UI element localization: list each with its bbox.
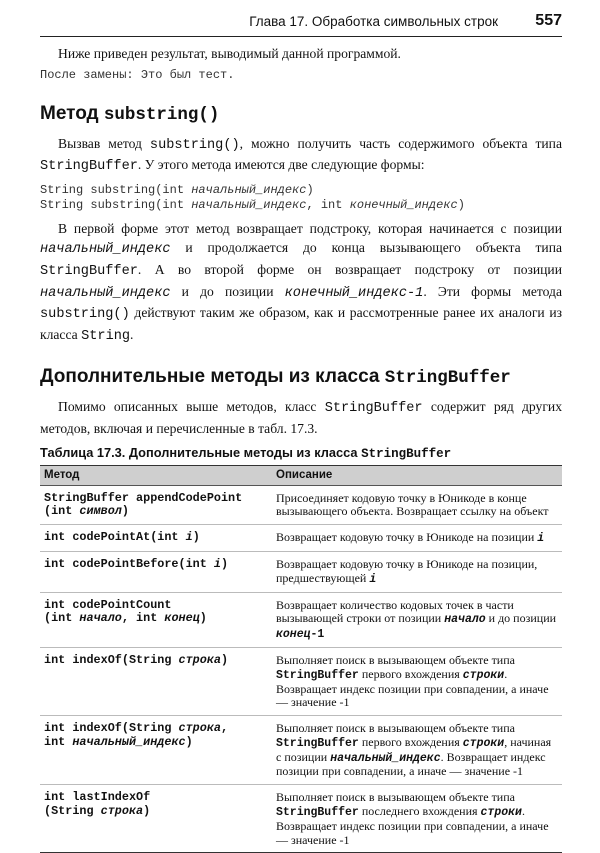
table-row <box>40 551 562 592</box>
method-cell <box>40 785 272 853</box>
heading-text: Метод <box>40 102 104 124</box>
code-param: начальный_индекс <box>191 182 307 197</box>
code-line-2 <box>40 198 562 213</box>
desc-part: , начиная с позиции <box>276 734 552 764</box>
desc-part: Выполняет поиск в вызывающем объекте типа <box>276 721 515 736</box>
method-cell <box>40 485 272 525</box>
code-param: начальный_индекс <box>191 197 307 212</box>
code-span: начальный_индекс <box>40 242 171 258</box>
method-part: ) <box>143 804 151 819</box>
method-param: символ <box>79 504 122 519</box>
column-header-description: Описание <box>272 465 562 485</box>
method-param: строка <box>178 652 221 667</box>
desc-param: начало <box>444 613 486 627</box>
substring-paragraph-1 <box>40 134 562 177</box>
description-cell <box>272 551 562 592</box>
code-part: ) <box>457 197 465 212</box>
text-span: . А во второй форме он возвращает подстроку от позиции <box>137 261 562 277</box>
method-cell <box>40 592 272 647</box>
text-span: Вызвав метод <box>58 135 150 151</box>
text-span: , можно получить часть содержимого объекта типа <box>239 135 562 151</box>
method-part: int codePointAt(int <box>44 530 186 545</box>
desc-part: . Возвращает индекс позиции при совпадении, а иначе — значение -1 <box>276 804 549 847</box>
desc-code: StringBuffer <box>276 806 359 820</box>
method-part: int codePointBefore(int <box>44 556 214 571</box>
table-header-row <box>40 465 562 485</box>
method-param: конец <box>164 611 200 626</box>
heading-code: substring() <box>103 104 220 125</box>
code-part: String substring(int <box>40 197 192 212</box>
desc-param: i <box>537 532 545 546</box>
desc-code: StringBuffer <box>276 668 359 682</box>
section-heading-additional-methods <box>40 364 562 391</box>
description-cell <box>272 785 562 853</box>
page-content <box>40 44 562 853</box>
heading-code: StringBuffer <box>384 368 511 389</box>
method-cell <box>40 716 272 785</box>
desc-param: i <box>369 572 377 586</box>
substring-paragraph-2 <box>40 219 562 347</box>
method-param: начальный_индекс <box>72 734 186 749</box>
code-span: substring() <box>149 137 240 153</box>
table-row <box>40 716 562 785</box>
code-span: String <box>81 328 131 344</box>
table-caption <box>40 445 562 461</box>
method-cell <box>40 551 272 592</box>
page-number: 557 <box>535 12 562 29</box>
method-part: int indexOf(String <box>44 652 179 667</box>
desc-part: Присоединяет кодовую точку в Юникоде в конце вызывающего объекта. Возвращает ссылку на объект <box>276 490 549 519</box>
program-output: После замены: Это был тест. <box>40 67 235 82</box>
text-span: . У этого метода имеются две следующие формы: <box>137 157 425 173</box>
text-span: . <box>130 326 134 342</box>
code-span: StringBuffer <box>40 263 138 279</box>
desc-part: . Возвращает индекс позиции при совпадении, а иначе — значение -1 <box>276 666 549 710</box>
desc-part: первого вхождения <box>358 666 463 681</box>
page-header <box>40 12 562 37</box>
desc-part: Выполняет поиск в вызывающем объекте типа <box>276 652 515 667</box>
description-cell <box>272 592 562 647</box>
table-row <box>40 647 562 715</box>
desc-part: . Возвращает индекс позиции при совпадении, а иначе — значение -1 <box>276 749 546 779</box>
desc-part: первого вхождения <box>358 734 463 749</box>
description-cell <box>272 716 562 785</box>
table-row <box>40 525 562 552</box>
method-param: i <box>213 556 221 571</box>
code-param: конечный_индекс <box>349 197 458 212</box>
code-part: String substring(int <box>40 182 192 197</box>
text-span: и продолжается до конца вызывающего объекта типа <box>170 240 562 256</box>
code-span: начальный_индекс <box>40 285 171 301</box>
intro-paragraph: Ниже приведен результат, выводимый данной программой. <box>58 46 401 61</box>
method-part: ) <box>185 734 193 749</box>
text-span: действуют таким же образом, как и рассмотренные ранее их аналоги из класса <box>40 305 562 342</box>
desc-param: конец <box>276 628 311 642</box>
desc-part: Возвращает кодовую точку в Юникоде на позиции <box>276 530 538 545</box>
column-header-method: Метод <box>40 465 272 485</box>
method-part: ) <box>121 504 129 519</box>
desc-part: Возвращает количество кодовых точек в части вызывающей строки от позиции <box>276 597 514 626</box>
text-span: и до позиции <box>170 283 285 299</box>
desc-part: Выполняет поиск в вызывающем объекте типа <box>276 790 515 805</box>
code-span: StringBuffer <box>324 401 423 417</box>
method-cell <box>40 525 272 552</box>
description-cell <box>272 485 562 525</box>
description-cell <box>272 647 562 715</box>
description-cell <box>272 525 562 552</box>
table-row <box>40 785 562 853</box>
method-part: int indexOf(String <box>44 721 179 736</box>
code-sample <box>40 183 562 213</box>
code-span: StringBuffer <box>40 159 138 175</box>
code-span: конечный_индекс-1 <box>284 285 424 301</box>
method-part: int lastIndexOf (String <box>44 790 151 819</box>
caption-code: StringBuffer <box>361 446 452 461</box>
desc-part: Возвращает кодовую точку в Юникоде на позиции, предшествующей <box>276 556 538 585</box>
method-part: ) <box>221 556 229 571</box>
caption-text: Таблица 17.3. Дополнительные методы из класса <box>40 444 362 460</box>
heading-text: Дополнительные методы из класса <box>40 366 385 388</box>
desc-param: строки <box>462 736 505 750</box>
method-part: ) <box>221 652 229 667</box>
text-span: В первой форме этот метод возвращает подстроку, которая начинается с позиции <box>58 220 562 236</box>
method-param: начало <box>79 611 122 626</box>
method-part: , int <box>44 721 229 749</box>
method-part: , int <box>121 611 165 626</box>
text-span: . Эти формы метода <box>423 283 563 299</box>
code-part: , int <box>306 197 350 212</box>
table-row <box>40 485 562 525</box>
method-param: строка <box>100 804 144 819</box>
desc-param: строки <box>462 668 505 682</box>
text-span: Помимо описанных выше методов, класс <box>58 399 325 415</box>
additional-methods-paragraph <box>40 397 562 438</box>
method-cell <box>40 647 272 715</box>
code-span: substring() <box>40 307 130 323</box>
chapter-title: Глава 17. Обработка символьных строк <box>249 14 498 29</box>
code-line-1 <box>40 183 562 198</box>
method-part: StringBuffer appendCodePoint (int <box>44 490 243 519</box>
code-part: ) <box>306 182 314 197</box>
desc-code: -1 <box>310 628 325 642</box>
desc-code: StringBuffer <box>276 736 359 750</box>
method-param: строка <box>178 721 221 736</box>
desc-param: начальный_индекс <box>330 751 441 765</box>
methods-table <box>40 465 562 853</box>
method-part: int codePointCount (int <box>44 597 172 626</box>
method-param: i <box>185 530 193 545</box>
method-part: ) <box>199 611 207 626</box>
desc-part: и до позиции <box>485 611 557 626</box>
table-row <box>40 592 562 647</box>
text-span: содержит ряд других методов, включая и перечисленные в табл. 17.3. <box>40 399 562 436</box>
method-part: ) <box>192 530 200 545</box>
section-heading-substring <box>40 101 562 128</box>
desc-param: строки <box>480 806 522 820</box>
desc-part: последнего вхождения <box>358 804 481 819</box>
